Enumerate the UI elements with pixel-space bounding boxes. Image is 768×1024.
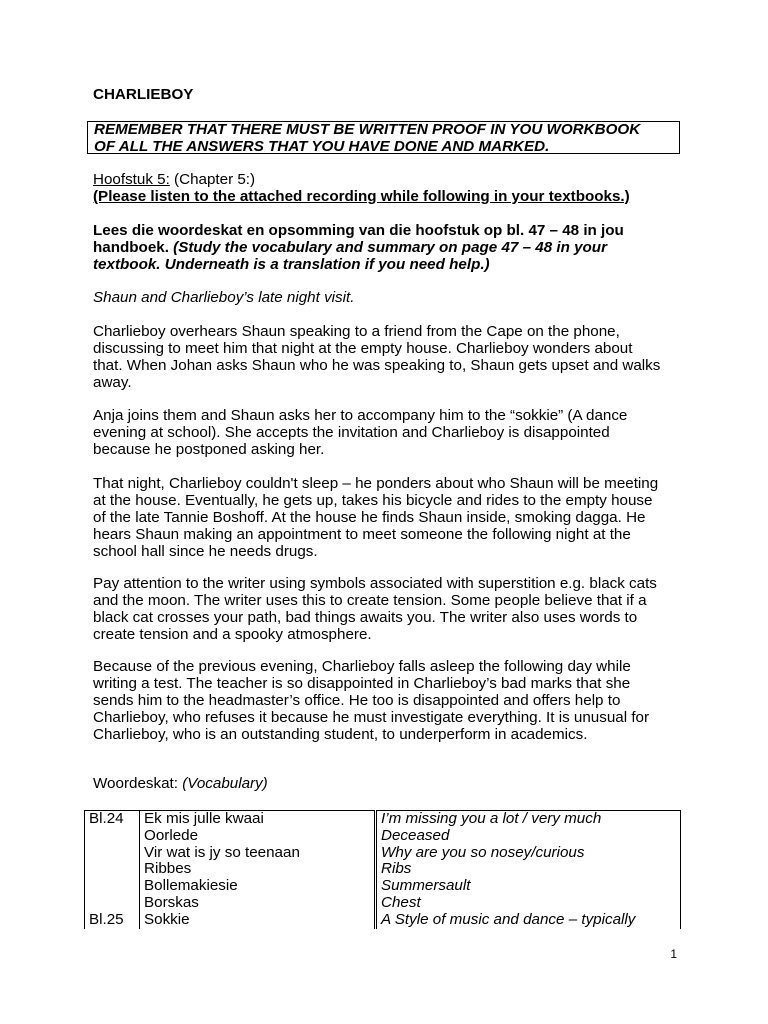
- page-number: 1: [670, 947, 677, 961]
- paragraph-line: and the moon. The writer uses this to create tension. Some people believe that if a: [93, 591, 647, 609]
- study-line-2a: handboek.: [93, 238, 174, 256]
- paragraph-line: away.: [93, 373, 132, 391]
- english-term: Why are you so nosey/curious: [381, 843, 585, 861]
- english-term: Deceased: [381, 826, 450, 844]
- paragraph-line: Anja joins them and Shaun asks her to accompany him to the “sokkie” (A dance: [93, 407, 628, 424]
- summary-paragraph-4: [93, 576, 678, 644]
- workbook-notice-box: [87, 121, 680, 154]
- paragraph-line: Because of the previous evening, Charlieboy falls asleep the following day while: [93, 658, 631, 675]
- afrikaans-term: Bollemakiesie: [144, 877, 238, 895]
- vocab-label-en: (Vocabulary): [182, 775, 268, 792]
- summary-paragraph-3: [93, 476, 678, 561]
- paragraph-line: evening at school). She accepts the invitation and Charlieboy is disappointed: [93, 423, 610, 441]
- paragraph-line: Pay attention to the writer using symbols associated with superstition e.g. black cats: [93, 575, 657, 592]
- afrikaans-term: Sokkie: [144, 910, 190, 928]
- afrikaans-term: Oorlede: [144, 826, 199, 844]
- paragraph-line: create tension and a spooky atmosphere.: [93, 625, 372, 643]
- english-term: Summersault: [381, 877, 471, 895]
- afrikaans-term: Ribbes: [144, 860, 192, 878]
- study-line-1: Lees die woordeskat en opsomming van die hoofstuk op bl. 47 – 48 in jou: [93, 222, 624, 239]
- chapter-label-en: (Chapter 5:): [169, 171, 256, 188]
- paragraph-line: writing a test. The teacher is so disappointed in Charlieboy’s bad marks that she: [93, 674, 631, 692]
- english-cell: [376, 811, 681, 929]
- vocab-label: Woordeskat:: [93, 775, 183, 792]
- study-line-3: textbook. Underneath is a translation if you need help.): [93, 255, 490, 273]
- notice-line-1: REMEMBER THAT THERE MUST BE WRITTEN PROOF IN YOU WORKBOOK: [94, 121, 641, 138]
- english-term: Ribs: [381, 860, 412, 878]
- paragraph-line: black cat crosses your path, bad things awaits you. The writer also uses words to: [93, 608, 638, 626]
- section-subtitle: Shaun and Charlieboy’s late night visit.: [93, 289, 355, 306]
- paragraph-line: of the late Tannie Boshoff. At the house he finds Shaun inside, smoking dagga. He: [93, 508, 646, 526]
- vocabulary-heading: [93, 776, 678, 793]
- notice-line-2: OF ALL THE ANSWERS THAT YOU HAVE DONE AND MARKED.: [94, 137, 550, 155]
- paragraph-line: Charlieboy, who is an outstanding student, to underperform in academics.: [93, 725, 588, 743]
- paragraph-line: because he postponed asking her.: [93, 440, 325, 458]
- paragraph-line: hears Shaun making an appointment to meet someone the following night at the: [93, 525, 631, 543]
- page-ref: Bl.24: [89, 810, 124, 827]
- summary-paragraph-2: [93, 408, 678, 459]
- page-ref-cell: [85, 811, 140, 929]
- summary-paragraph-5: [93, 659, 678, 744]
- table-row: [85, 811, 681, 929]
- vocabulary-table: [84, 810, 681, 929]
- paragraph-line: Charlieboy, who refuses it because he must investigate everything. It is unusual for: [93, 708, 650, 726]
- afrikaans-term: Borskas: [144, 893, 199, 911]
- paragraph-line: school hall since he needs drugs.: [93, 542, 318, 560]
- recording-instruction: (Please listen to the attached recording while following in your textbooks.): [93, 187, 630, 205]
- afrikaans-term: Ek mis julle kwaai: [144, 810, 264, 827]
- chapter-label: Hoofstuk 5:: [93, 171, 170, 188]
- english-term: Chest: [381, 893, 421, 911]
- afrikaans-cell: [140, 811, 376, 929]
- english-term: A Style of music and dance – typically: [381, 910, 636, 928]
- study-instruction: [93, 223, 678, 274]
- paragraph-line: at the house. Eventually, he gets up, takes his bicycle and rides to the empty house: [93, 491, 653, 509]
- paragraph-line: discussing to meet him that night at the empty house. Charlieboy wonders about: [93, 339, 633, 357]
- page-ref: Bl.25: [89, 910, 124, 928]
- document-title: CHARLIEBOY: [93, 86, 194, 103]
- paragraph-line: sends him to the headmaster’s office. He too is disappointed and offers help to: [93, 691, 621, 709]
- english-term: I’m missing you a lot / very much: [381, 810, 602, 827]
- paragraph-line: Charlieboy overhears Shaun speaking to a friend from the Cape on the phone,: [93, 323, 620, 340]
- study-line-2b: (Study the vocabulary and summary on page 47 – 48 in your: [173, 238, 607, 256]
- paragraph-line: That night, Charlieboy couldn't sleep – he ponders about who Shaun will be meeting: [93, 475, 659, 492]
- afrikaans-term: Vir wat is jy so teenaan: [144, 843, 300, 861]
- paragraph-line: that. When Johan asks Shaun who he was speaking to, Shaun gets upset and walks: [93, 356, 661, 374]
- chapter-heading: [93, 172, 678, 206]
- summary-paragraph-1: [93, 324, 678, 392]
